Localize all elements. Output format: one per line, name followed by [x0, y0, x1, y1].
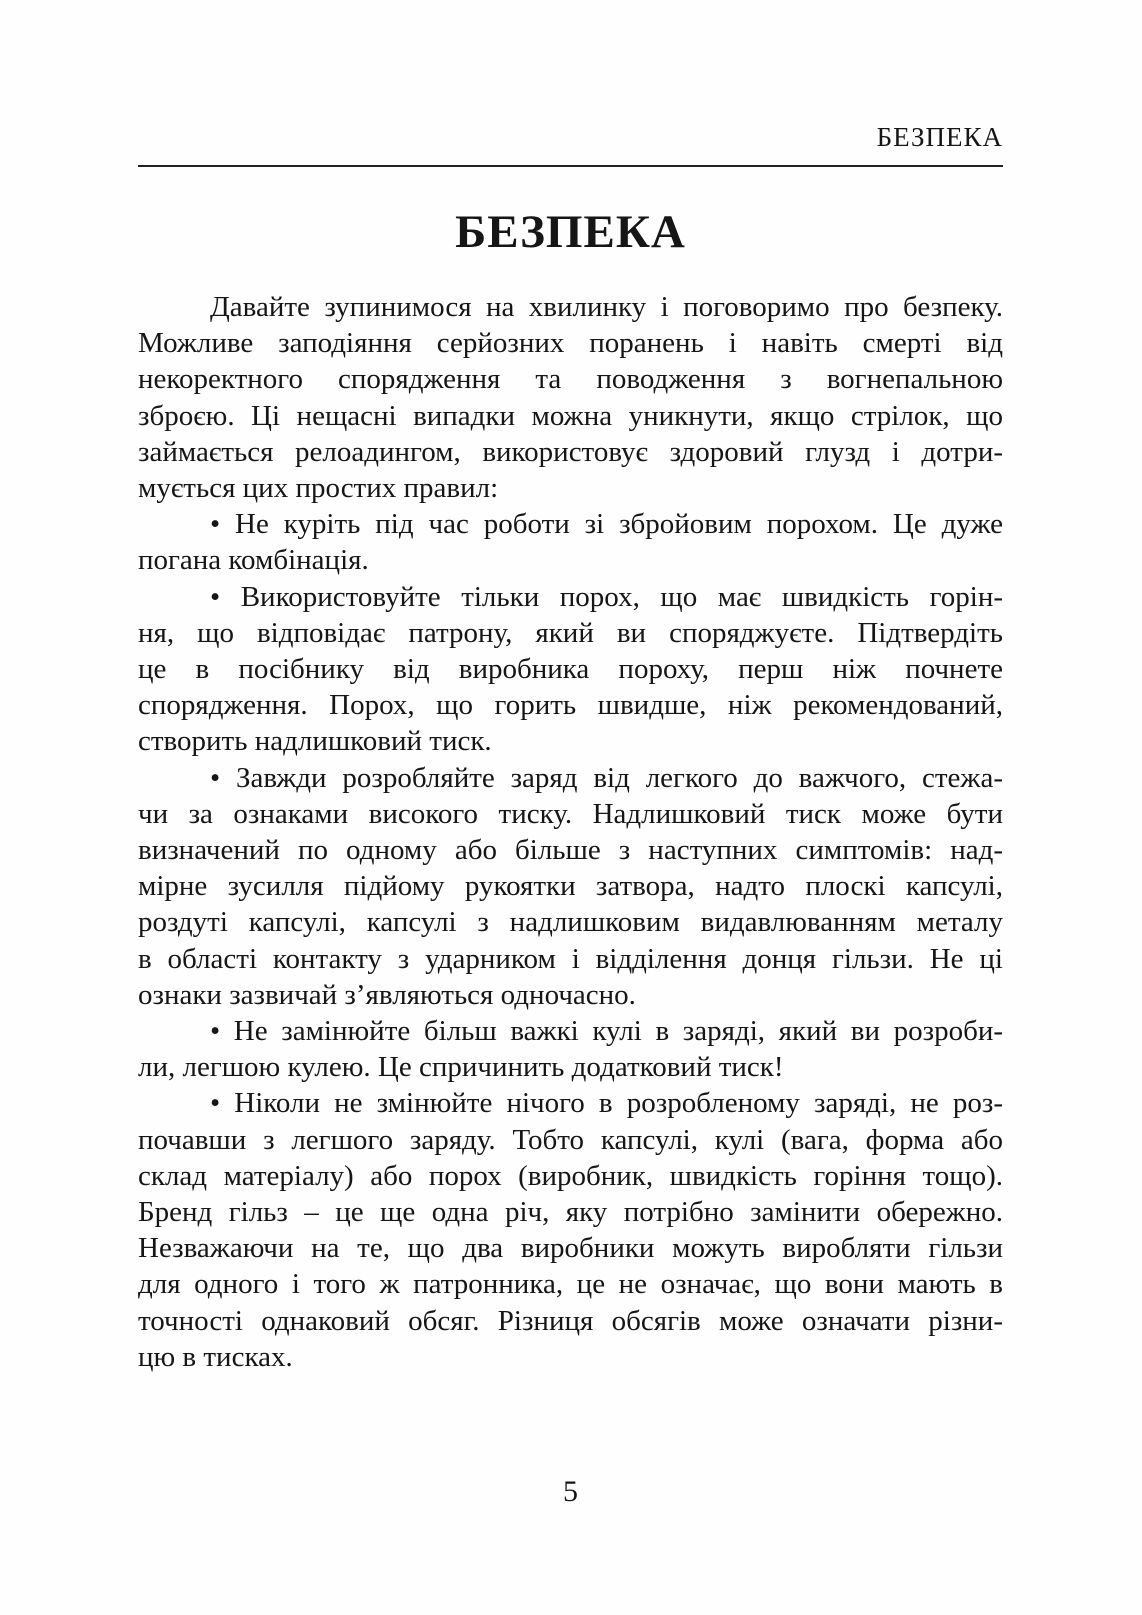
text-line: чи за ознаками високого тиску. Надлишковий тиск може бути: [138, 797, 1003, 830]
text-line: мується цих простих правил:: [138, 472, 499, 505]
text-line: ли, легшою кулею. Це спричинить додатковий тиск!: [138, 1051, 784, 1084]
text-line: роздуті капсулі, капсулі з надлишковим видавлюванням металу: [138, 906, 1003, 939]
bullet-paragraph: [138, 579, 1003, 760]
text-line: погана комбінація.: [138, 544, 369, 577]
bullet-paragraph: [138, 760, 1003, 1013]
text-line: цю в тисках.: [138, 1340, 293, 1373]
text-line: мірне зусилля підйому рукоятки затвора, надто плоскі капсулі,: [138, 870, 1003, 903]
text-line: некоректного спорядження та поводження з вогнепальною: [138, 363, 1003, 396]
text-line: склад матеріалу) або порох (виробник, швидкість горіння тощо).: [138, 1159, 1003, 1192]
running-head: БЕЗПЕКА: [876, 122, 1003, 152]
text-line: Бренд гільз – це ще одна річ, яку потрібно замінити обережно.: [138, 1196, 1003, 1229]
page-number: 5: [563, 1475, 578, 1509]
page-title: БЕЗПЕКА: [455, 206, 686, 258]
text-line: Можливе заподіяння серйозних поранень і навіть смерті від: [138, 327, 1003, 360]
body-text: [138, 289, 1003, 1375]
text-line: • Завжди розробляйте заряд від легкого до важчого, стежа-: [210, 761, 1003, 794]
paragraph: [138, 289, 1003, 506]
header-divider: [138, 165, 1003, 167]
text-line: визначений по одному або більше з наступних симптомів: над-: [138, 834, 1003, 867]
text-line: ознаки зазвичай з’являються одночасно.: [138, 978, 636, 1011]
text-line: створить надлишковий тиск.: [138, 725, 492, 758]
text-line: • Не куріть під час роботи зі збройовим порохом. Це дуже: [210, 508, 1003, 541]
text-line: • Ніколи не змінюйте нічого в розробленому заряді, не роз-: [210, 1087, 1003, 1120]
text-line: почавши з легшого заряду. Тобто капсулі, кулі (вага, форма або: [138, 1123, 1003, 1156]
text-line: • Використовуйте тільки порох, що має швидкість горін-: [210, 580, 1003, 613]
bullet-paragraph: [138, 1085, 1003, 1375]
text-line: точності однаковий обсяг. Різниця обсягів може означати різни-: [138, 1304, 1003, 1337]
text-line: займається релоадингом, використовує здоровий глузд і дотри-: [138, 435, 1003, 468]
bullet-paragraph: [138, 1013, 1003, 1085]
page-footer: [138, 1475, 1003, 1509]
page-header: [138, 0, 1003, 167]
bullet-paragraph: [138, 506, 1003, 578]
text-line: спорядження. Порох, що горить швидше, ніж рекомендований,: [138, 689, 1003, 722]
text-line: Незважаючи на те, що два виробники можуть виробляти гільзи: [138, 1232, 1003, 1265]
text-line: для одного і того ж патронника, це не означає, що вони мають в: [138, 1268, 1003, 1301]
text-line: в області контакту з ударником і відділення донця гільзи. Не ці: [138, 942, 1003, 975]
text-line: ня, що відповідає патрону, який ви споряджуєте. Підтвердіть: [138, 616, 1003, 649]
text-line: • Не замінюйте більш важкі кулі в заряді, який ви розроби-: [210, 1015, 1003, 1048]
text-line: зброєю. Ці нещасні випадки можна уникнути, якщо стрілок, що: [138, 399, 1003, 432]
text-line: це в посібнику від виробника пороху, перш ніж почнете: [138, 653, 1003, 686]
text-line: Давайте зупинимося на хвилинку і поговоримо про безпеку.: [210, 291, 1003, 323]
